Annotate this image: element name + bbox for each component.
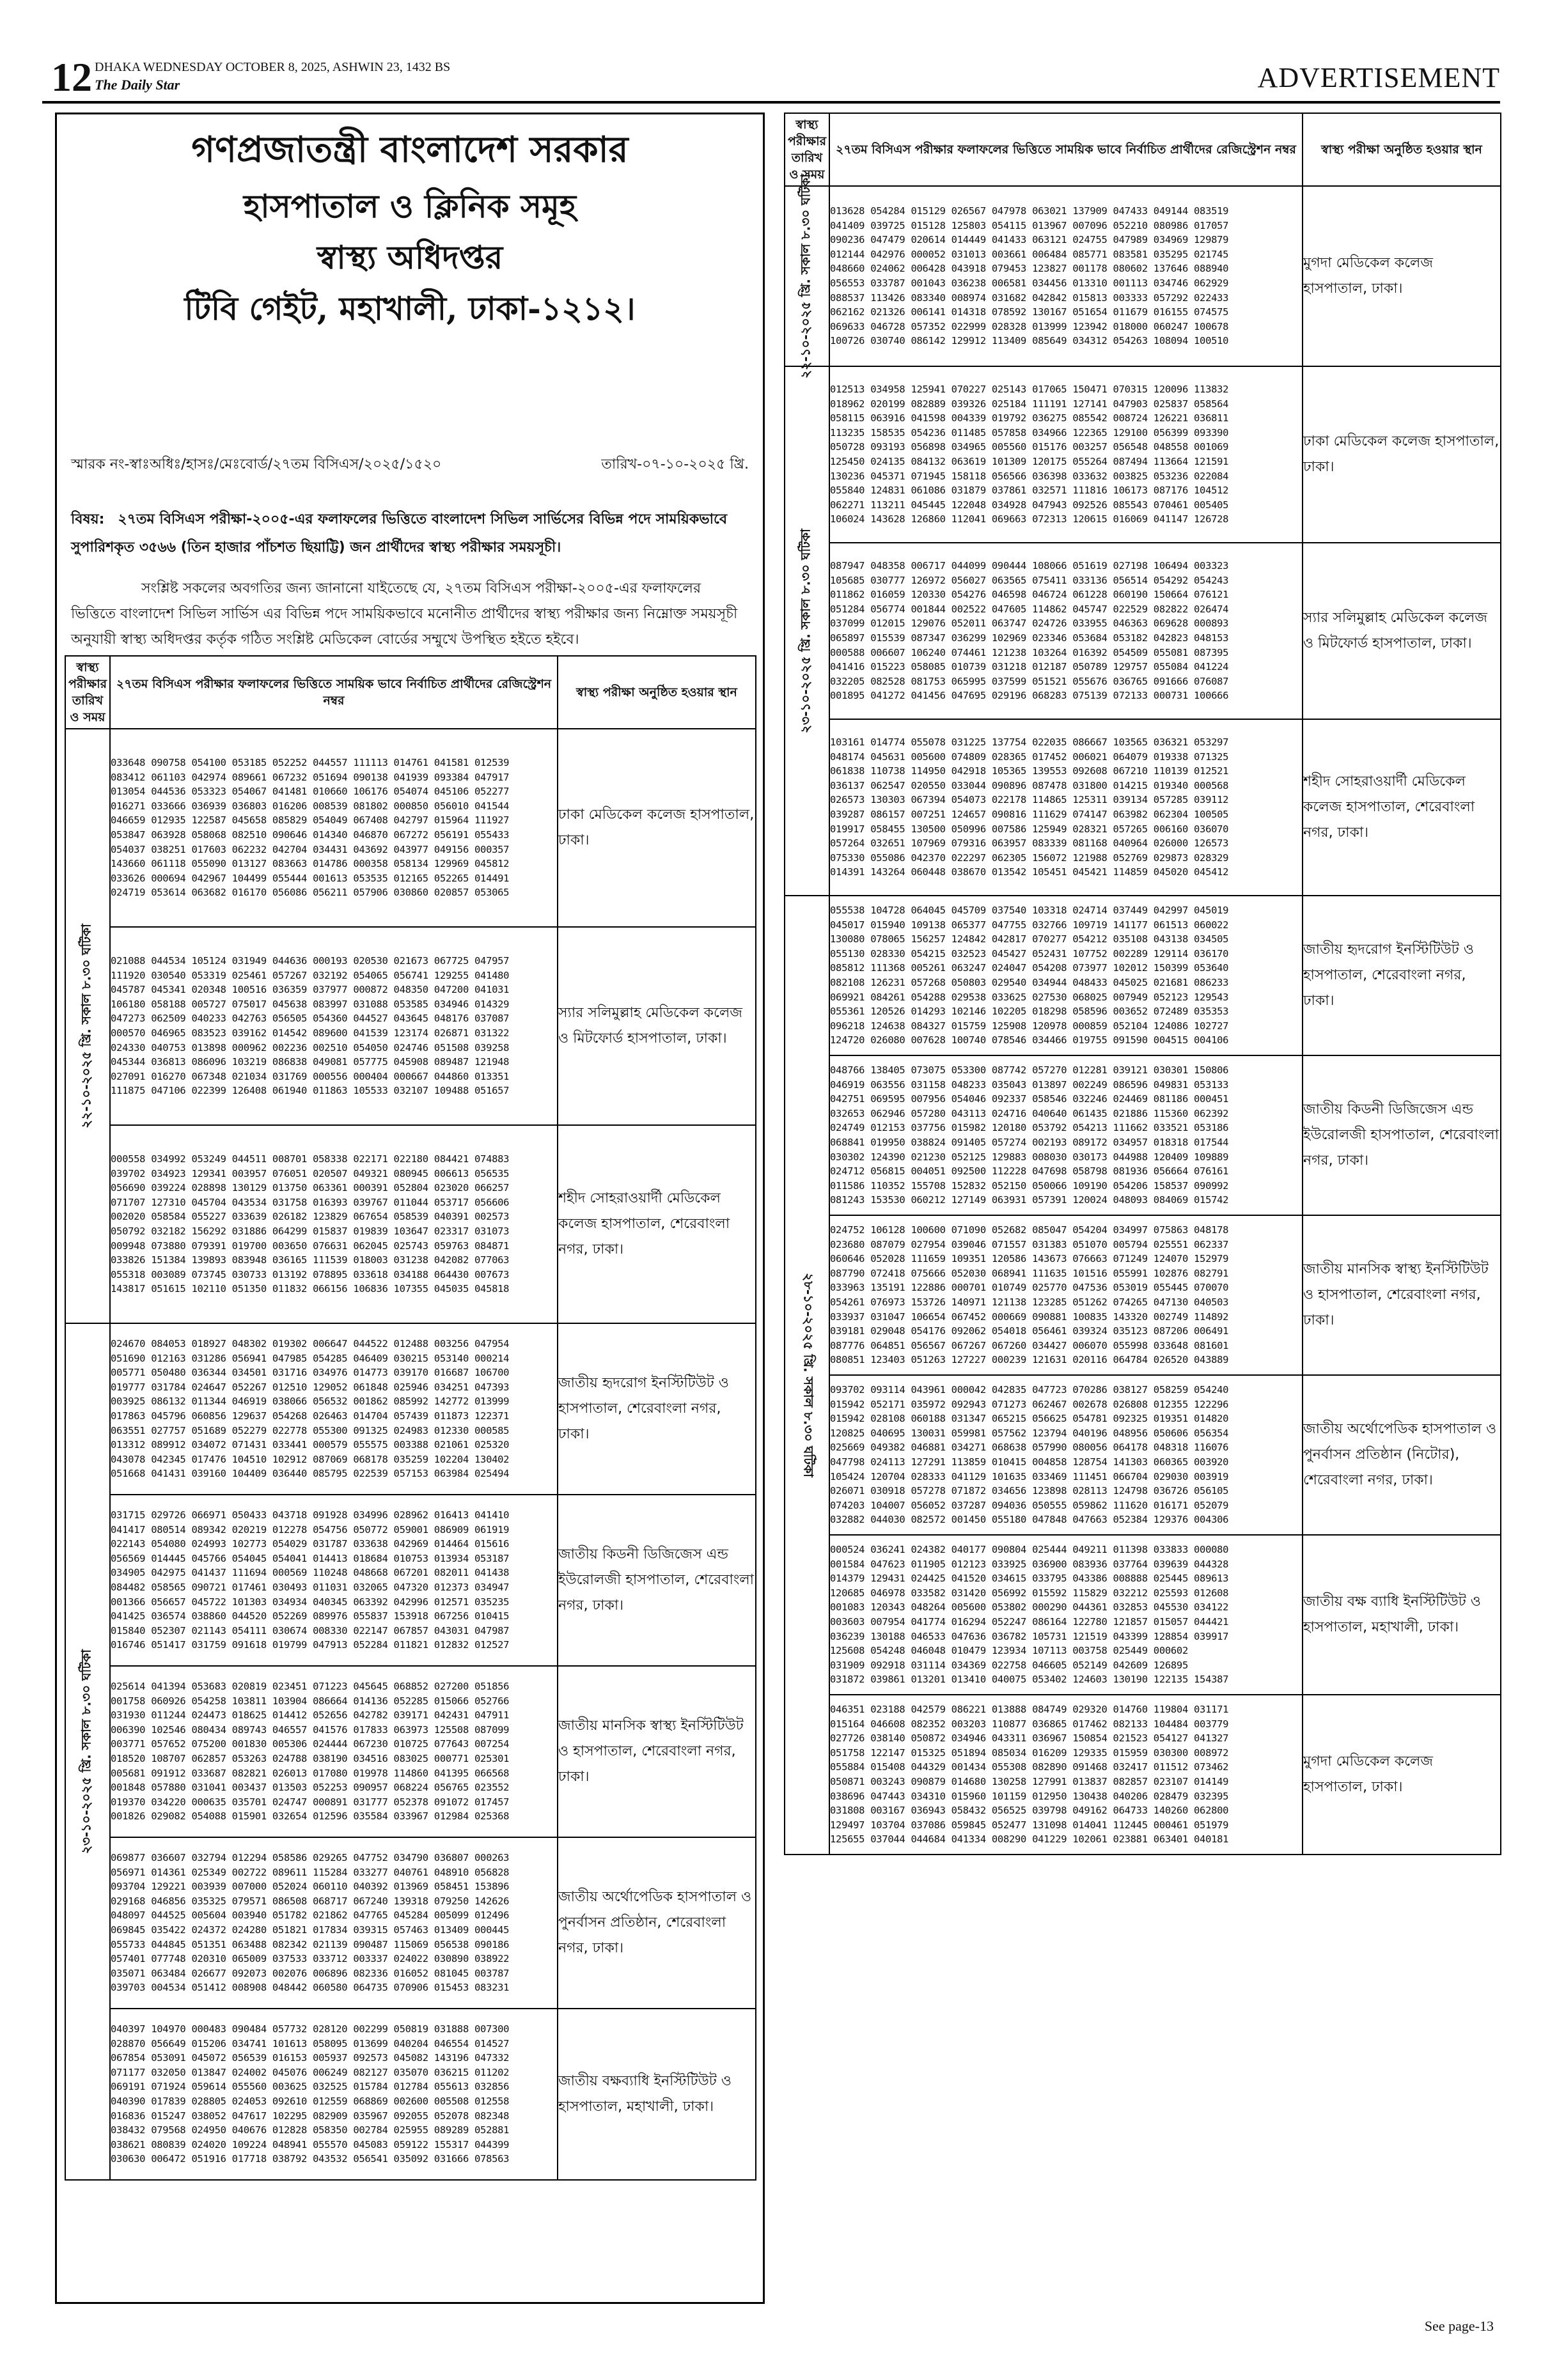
subject-text: ২৭তম বিসিএস পরীক্ষা-২০০৫-এর ফলাফলের ভিত্তিতে বাংলাদেশ সিভিল সার্ভিসের বিভিন্ন পদে সাময়িকভাবে সুপারিশকৃত ৩৫৬৬ (তিন হাজার পাঁচশত ছিয়াট্টি) জন প্রার্থীদের স্বাস্থ্য পরীক্ষার সময়সূচী। xyxy=(71,511,728,556)
date-cell xyxy=(65,1323,110,2180)
schedule-table-left xyxy=(65,655,756,2181)
venue-name: শহীদ সোহরাওয়ার্দী মেডিকেল কলেজ হাসপাতাল, শেরেবাংলা নগর, ঢাকা। xyxy=(1303,719,1501,896)
schedule-table-right xyxy=(784,113,1501,1855)
memo-row xyxy=(71,453,749,477)
date-cell xyxy=(65,729,110,1323)
venue-name: জাতীয় অর্থোপেডিক হাসপাতাল ও পুনর্বাসন প্রতিষ্ঠান (নিটোর), শেরেবাংলা নগর, ঢাকা। xyxy=(1303,1375,1501,1535)
registration-numbers: 000524 036241 024382 040177 090804 025444 049211 011398 033833 000080 001584 047623 011905 012123 033925 036900 083936 037764 039639 044328 014379 129431 024425 041520 034615 033795 043386 008888 025445 089613 120685 046978 033582 031420 056992 015592 115829 032212 025593 012608 001083 120343 048264 005600 053802 000290 044361 032853 045530 034122 003603 007954 041774 016294 052247 086164 122780 121857 015057 044421 036239 130188 046533 047636 036782 105731 121519 043399 128854 039917 125608 054248 046048 010479 123934 107113 003758 025449 000602 031909 092918 031114 034369 022758 046605 052149 042609 126895 031872 039861 013201 013410 040075 053402 124603 130190 122135 154387 xyxy=(829,1535,1303,1695)
table-row xyxy=(785,1375,1501,1535)
table-row xyxy=(65,1495,756,1666)
registration-numbers: 033648 090758 054100 053185 052252 044557 111113 014761 041581 012539 083412 061103 042974 089661 067232 051694 090138 041939 093384 047917 013054 044536 053323 054067 041481 010660 106176 054074 045106 052277 016271 033666 036939 036803 016206 008539 081802 000850 056010 041544 046659 012935 122587 045658 085829 054049 067408 042797 015964 111927 053847 063928 058068 082510 090646 014340 046870 067272 056191 055433 054037 038251 017603 062232 042704 034431 043692 043977 049156 000357 143660 061118 055090 013127 083663 014786 000358 058134 129969 045812 033626 000694 042967 104499 055444 001613 053535 012165 052265 014491 024719 053614 063682 016170 056086 056211 057906 030860 020857 053065 xyxy=(110,729,558,927)
table-header-row xyxy=(65,656,756,729)
venue-name: জাতীয় হৃদরোগ ইনস্টিটিউট ও হাসপাতাল, শেরেবাংলা নগর, ঢাকা। xyxy=(1303,896,1501,1055)
table-row xyxy=(785,1695,1501,1855)
masthead xyxy=(42,54,1500,100)
table-row xyxy=(65,729,756,927)
registration-numbers: 024670 084053 018927 048302 019302 006647 044522 012488 003256 047954 051690 012163 031286 056941 047985 054285 046409 030215 053140 000214 005771 050480 036344 034501 031716 034976 014773 039170 016687 106700 019777 031784 024647 052267 012510 129052 061848 025946 034251 047393 003925 086132 011344 046919 038066 056532 001862 085992 142772 013999 017863 045796 060856 129637 054268 026463 014704 057439 011873 122371 063551 027757 051689 052279 022778 055300 091325 024983 012330 000585 013312 089912 034072 071431 033441 000579 055575 003388 021061 025320 043078 042345 017476 104510 102912 087069 068178 035259 102204 130402 051668 041431 039160 104409 036440 085795 022539 057153 063984 025494 xyxy=(110,1323,558,1495)
table-row xyxy=(65,1125,756,1323)
venue-name: মুগদা মেডিকেল কলেজ হাসপাতাল, ঢাকা। xyxy=(1303,1695,1501,1855)
registration-numbers: 055538 104728 064045 045709 037540 103318 024714 037449 042997 045019 045017 015940 109138 065377 047755 032766 109719 141177 061513 060022 130080 078065 156257 124842 042817 070277 054212 035108 043138 034505 055130 028330 054215 032523 045427 052431 107752 002289 129114 036170 085812 111368 005261 063247 024047 054208 073977 102012 150399 053640 082108 126231 057268 050803 029540 034944 048433 045025 021681 086233 069921 084261 054288 029538 033625 027530 068025 007949 052123 129543 055361 120526 014293 102146 102205 018298 058596 003652 072489 035353 096218 124638 084327 015759 125908 120978 000859 052104 124086 102727 124720 026080 007628 100740 078546 034466 019755 091590 004515 004106 xyxy=(829,896,1303,1055)
date-cell xyxy=(785,366,829,896)
registration-numbers: 000558 034992 053249 044511 008701 058338 022171 022180 084421 074883 039702 034923 129341 003957 076051 020507 049321 080945 006613 056535 056690 039224 028898 130129 013750 063361 000391 052804 023020 066257 071707 127310 045704 043534 031758 016393 039767 011044 053717 056606 002020 058584 055227 033639 026182 123829 067654 058539 040391 002573 050792 032182 156292 031886 064299 015837 019839 103647 023317 031073 009948 073880 079391 019700 003650 076631 062045 025743 059763 084871 033826 151384 139893 083948 036165 111539 018003 031238 042082 077063 055318 003089 073745 030733 013192 078895 033618 034188 064430 007673 143817 051615 102110 051350 011832 066156 106836 107355 045035 045818 xyxy=(110,1125,558,1323)
page-number: 12 xyxy=(51,54,92,100)
masthead-rule xyxy=(42,101,1500,104)
table-row xyxy=(785,1535,1501,1695)
table-row xyxy=(785,1215,1501,1375)
table-row xyxy=(785,366,1501,543)
venue-name: জাতীয় কিডনী ডিজিজেস এন্ড ইউরোলজী হাসপাতাল, শেরেবাংলা নগর, ঢাকা। xyxy=(1303,1055,1501,1215)
dateline: DHAKA WEDNESDAY OCTOBER 8, 2025, ASHWIN 23, 1432 BS xyxy=(95,60,451,74)
notice-heading xyxy=(57,114,763,334)
table-row xyxy=(785,543,1501,719)
exam-date: ২৩-১০-২০২৫ খ্রি. সকাল ৮.৩০ ঘটিকা xyxy=(797,529,813,733)
header-reg-numbers: ২৭তম বিসিএস পরীক্ষার ফলাফলের ভিত্তিতে সাময়িক ভাবে নির্বাচিত প্রার্থীদের রেজিস্ট্রেশন নম্বর xyxy=(110,656,558,729)
registration-numbers: 024752 106128 100600 071090 052682 085047 054204 034997 075863 048178 023680 087079 027954 039046 071557 031383 051070 005794 025551 062337 060646 052028 111659 109351 120586 143673 076663 071249 124070 152979 087790 072418 075666 052030 068941 111635 101516 055991 102876 082791 033963 135191 122886 000701 010749 025770 047536 053019 055445 070070 054261 076973 153726 140971 121138 123285 051262 074265 047130 040503 033937 031047 106654 067452 000669 090881 100835 143320 002749 114892 039181 029048 054176 092062 054018 056461 039324 035123 087206 006491 087776 064851 056567 067267 067260 034427 006070 055998 033648 081601 080851 123403 051263 127227 000239 121631 020116 064784 026520 043889 xyxy=(829,1215,1303,1375)
table-row xyxy=(65,1837,756,2009)
venue-name: মুগদা মেডিকেল কলেজ হাসপাতাল, ঢাকা। xyxy=(1303,186,1501,366)
exam-date: ২২-১০-২০২৫ খ্রি. সকাল ৮.৩০ ঘটিকা xyxy=(78,924,94,1128)
header-date-time: স্বাস্থ্য পরীক্ষার তারিখ ও সময় xyxy=(785,113,829,186)
table-header-row xyxy=(785,113,1501,186)
notice-left-column xyxy=(55,113,765,2304)
subject xyxy=(71,506,749,562)
venue-name: স্যার সলিমুল্লাহ মেডিকেল কলেজ ও মিটফোর্ড হাসপাতাল, ঢাকা। xyxy=(1303,543,1501,719)
memo-number: স্মারক নং-স্বাঃঅধিঃ/হাসঃ/মেঃবোর্ড/২৭তম বিসিএস/২০২৫/১৫২০ xyxy=(71,456,442,472)
venue-name: জাতীয় কিডনী ডিজিজেস এন্ড ইউরোলজী হাসপাতাল, শেরেবাংলা নগর, ঢাকা। xyxy=(558,1495,756,1666)
dept-title: হাসপাতাল ও ক্লিনিক সমূহ xyxy=(243,187,577,225)
table-row xyxy=(785,896,1501,1055)
registration-numbers: 069877 036607 032794 012294 058586 029265 047752 034790 036807 000263 056971 014361 025349 002722 089611 115284 033277 040761 048910 056828 093704 129221 003939 007000 052024 060110 040392 013969 058451 153896 029168 046856 035325 079571 086508 068717 067240 139318 079250 142626 048097 044525 005604 003940 051782 021862 047765 045284 005099 012496 069845 035422 024372 024280 051821 017834 039315 057463 013409 000445 055733 044845 051351 063488 082342 021139 090487 115069 056538 090186 057401 077748 020310 065009 037533 033712 003337 024022 030890 038922 035071 063484 026677 092073 002076 006896 082336 016052 081045 003787 039703 004534 051412 008908 048442 060580 064735 070906 015453 083231 xyxy=(110,1837,558,2009)
header-reg-numbers: ২৭তম বিসিএস পরীক্ষার ফলাফলের ভিত্তিতে সাময়িক ভাবে নির্বাচিত প্রার্থীদের রেজিস্ট্রেশন নম্বর xyxy=(829,113,1303,186)
memo-date: তারিখ-০৭-১০-২০২৫ খ্রি. xyxy=(601,456,749,472)
venue-name: জাতীয় বক্ষব্যাধি ইনস্টিটিউট ও হাসপাতাল, মহাখালী, ঢাকা। xyxy=(558,2009,756,2180)
table-row xyxy=(785,1055,1501,1215)
exam-date: ২২-১০-২০২৫ খ্রি. সকাল ৮.৩০ ঘটিকা xyxy=(797,174,813,378)
subject-label: বিষয়: xyxy=(71,511,105,527)
date-cell xyxy=(785,174,829,378)
venue-name: জাতীয় বক্ষ ব্যাধি ইনস্টিটিউট ও হাসপাতাল, মহাখালী, ঢাকা। xyxy=(1303,1535,1501,1695)
venue-name: জাতীয় অর্থোপেডিক হাসপাতাল ও পুনর্বাসন প্রতিষ্ঠান, শেরেবাংলা নগর, ঢাকা। xyxy=(558,1837,756,2009)
table-row xyxy=(65,1666,756,1837)
header-date-time: স্বাস্থ্য পরীক্ষার তারিখ ও সময় xyxy=(65,656,110,729)
registration-numbers: 046351 023188 042579 086221 013888 084749 029320 014760 119804 031171 015164 046608 082352 003203 110877 036865 017462 082133 104484 003779 027726 038140 050872 034946 043311 036967 150854 021523 054127 041327 051758 122147 015325 051894 085034 016209 129335 015959 030300 008972 055884 015408 044329 001434 055308 082890 091468 032417 011512 073462 050871 003243 090879 014680 130258 127991 013837 082857 023107 014149 038696 047443 034310 015960 101159 012950 130438 040206 028479 032395 031808 003167 036943 058432 056525 039798 049162 064733 140260 062800 129497 103704 037086 059845 052477 131098 014041 112445 000461 051979 125655 037044 044684 041334 008290 041229 102061 023881 063401 040181 xyxy=(829,1695,1303,1855)
registration-numbers: 031715 029726 066971 050433 043718 091928 034996 028962 016413 041410 041417 080514 089342 020219 012278 054756 050772 059001 086909 061919 022143 054080 024993 102773 054029 031787 033638 042969 014464 015616 056569 014445 045766 054045 054041 014413 018684 010753 013934 053187 034905 042975 041437 111694 000569 110248 048668 067201 082011 041438 084482 058565 090721 017461 030493 011031 032065 047320 012373 034947 001366 056657 045722 101303 034934 040345 063392 042996 012571 035235 041425 036574 038860 044520 052269 089976 055837 153918 067256 010415 015840 052307 021143 054111 030674 008330 022147 067857 043031 047987 016746 051417 031759 091618 019799 047913 052284 011821 012832 012527 xyxy=(110,1495,558,1666)
table-row xyxy=(65,1323,756,1495)
table-row xyxy=(65,927,756,1125)
registration-numbers: 025614 041394 053683 020819 023451 071223 045645 068852 027200 051856 001758 060926 054258 103811 103904 086664 014136 052285 015066 052766 031930 011244 024473 018625 014412 052656 042782 039171 042431 047911 006390 102546 080434 089743 046557 041576 017833 063973 125508 087099 003771 057652 075200 001830 005306 024444 067230 010725 077643 007254 018520 108707 062857 053263 024788 038190 034516 083025 000771 025301 005681 091912 033687 082821 026013 017080 019978 114860 041395 066568 001848 057880 031041 003437 013503 052253 090957 068224 056765 023552 019370 034220 000635 035701 024747 000891 031777 052378 091072 017457 001826 029082 054088 015901 032654 012596 035584 033967 012984 025368 xyxy=(110,1666,558,1837)
intro-paragraph: সংশ্লিষ্ট সকলের অবগতির জন্য জানানো যাইতেছে যে, ২৭তম বিসিএস পরীক্ষা-২০০৫-এর ফলাফলের ভিত্তিতে বাংলাদেশ সিভিল সার্ভিস এর বিভিন্ন পদে সাময়িকভাবে মনোনীত প্রার্থীদের স্বাস্থ্য পরীক্ষার জন্য নিম্নোক্ত সময়সূচী অনুযায়ী স্বাস্থ্য অধিদপ্তর কর্তৃক গঠিত সংশ্লিষ্ট মেডিকেল বোর্ডের সম্মুখে উপস্থিত হইতে হইবে। xyxy=(71,580,738,648)
notice-right-column xyxy=(784,113,1500,2304)
venue-name: শহীদ সোহরাওয়ার্দী মেডিকেল কলেজ হাসপাতাল, শেরেবাংলা নগর, ঢাকা। xyxy=(558,1125,756,1323)
table-row xyxy=(785,186,1501,366)
venue-name: জাতীয় মানসিক স্বাস্থ্য ইনস্টিটিউট ও হাসপাতাল, শেরেবাংলা নগর, ঢাকা। xyxy=(558,1666,756,1837)
registration-numbers: 040397 104970 000483 090484 057732 028120 002299 050819 031888 007300 028870 056649 015206 034741 101613 058095 013699 040204 046554 014527 067854 053091 045072 056539 016153 005937 092573 045082 143196 047332 071177 032050 013847 024002 045076 006249 082127 035070 036215 011202 069191 071924 059614 055560 003625 032525 015784 012784 055613 032856 040390 017839 028805 024053 092610 012559 068869 002600 005508 012558 016836 015247 038052 047617 102295 082909 035967 092055 052078 082348 038432 079568 024950 040676 012828 058350 002784 025955 089289 052881 038621 080839 024020 109224 048941 055570 045083 059122 155317 044399 030630 006472 051916 017718 038792 043532 056541 035092 031666 078563 xyxy=(110,2009,558,2180)
registration-numbers: 103161 014774 055078 031225 137754 022035 086667 103565 036321 053297 048174 045631 005600 074809 028365 017452 006021 064079 019338 071325 061838 110738 114950 042918 105365 139553 092608 067210 110139 012521 036137 062547 020550 033044 090896 087478 031800 014215 019340 000568 026573 130303 067394 054073 022178 114865 125311 039134 057285 039112 039287 086157 007251 124657 090816 111629 074147 063982 062304 100505 019917 058455 130500 050996 007586 125949 028321 057265 006160 036070 057264 032651 107969 079316 063957 083339 081168 040964 026000 126573 075330 055086 042370 022297 062305 156072 121988 052769 029873 028329 014391 143264 060448 038670 013542 105451 045421 114859 045020 045412 xyxy=(829,719,1303,896)
govt-title: গণপ্রজাতন্ত্রী বাংলাদেশ সরকার xyxy=(191,128,629,171)
address-title: টিবি গেইট, মহাখালী, ঢাকা-১২১২। xyxy=(184,290,636,327)
exam-date: ২৩-১০-২০২৫ খ্রি. সকাল ৮.৩০ ঘটিকা xyxy=(78,1649,94,1854)
registration-numbers: 087947 048358 006717 044099 090444 108066 051619 027198 106494 003323 105685 030777 126972 056027 063565 075411 033136 056514 054292 054243 011862 016059 120330 054276 046598 046724 061228 060190 150664 076121 051284 056774 001844 002522 047605 114862 045747 022529 082822 026474 037099 012015 129076 052011 063747 024726 033955 046363 069628 000893 065897 015539 087347 036299 102969 023346 053684 053182 042823 048153 000588 006607 106240 074461 121238 103264 016392 054509 055081 087395 041416 015223 058085 010739 031218 012187 050789 129757 055084 041224 032205 082528 081753 065995 037599 051521 055676 036765 091666 076087 001895 041272 041456 047695 029196 068283 075139 072133 000731 100666 xyxy=(829,543,1303,719)
registration-numbers: 093702 093114 043961 000042 042835 047723 070286 038127 058259 054240 015942 052171 035972 092943 071273 062467 002678 026808 012355 122296 015942 028108 060188 031347 065215 056625 054781 092325 019351 014820 120825 040695 130031 059981 057562 123794 040196 048956 050606 056354 025669 049382 046881 034271 068638 057990 080056 064178 048318 116076 047798 024113 127291 113859 010415 004858 128754 141303 060365 003920 105424 120704 028333 041129 101635 033469 111451 066704 029030 003919 026071 030918 057278 071872 034656 123898 028113 124798 036726 056105 074203 104007 056052 037287 094036 050555 059862 111620 016171 052079 032882 044030 082572 001450 055180 047848 047663 052384 129376 004306 xyxy=(829,1375,1303,1535)
directorate-title: স্বাস্থ্য অধিদপ্তর xyxy=(317,238,503,276)
registration-numbers: 048766 138405 073075 053300 087742 057270 012281 039121 030301 150806 046919 063556 031158 048233 035043 013897 002249 086596 049831 053133 042751 069595 007956 054046 092337 058546 032246 024469 081186 000451 032653 062946 057280 043113 024716 040640 061435 021886 115360 062392 024749 012153 037756 015982 120180 053792 054213 111662 033521 053186 068841 019950 038824 091405 057274 002193 089172 034957 018318 017544 030302 124390 021230 052125 129883 008030 030173 044988 120409 109889 024712 056815 004051 092500 112228 047698 058798 081936 056664 076161 011586 110352 155708 152832 052150 050066 109190 054206 158537 090992 081243 153530 060212 127149 063931 057391 120024 048093 084069 015742 xyxy=(829,1055,1303,1215)
venue-name: ঢাকা মেডিকেল কলেজ হাসপাতাল, ঢাকা। xyxy=(558,729,756,927)
venue-name: জাতীয় মানসিক স্বাস্থ্য ইনস্টিটিউট ও হাসপাতাল, শেরেবাংলা নগর, ঢাকা। xyxy=(1303,1215,1501,1375)
registration-numbers: 021088 044534 105124 031949 044636 000193 020530 021673 067725 047957 111920 030540 053319 025461 057267 032192 054065 056741 129255 041480 045787 045341 020348 100516 036359 037977 000872 048350 047200 041031 106180 058188 005727 075017 045638 083997 031088 053585 034946 014329 047273 062509 040233 042763 056505 054360 044527 043645 048176 037087 000570 046965 083523 039162 014542 089600 041539 123174 026871 031322 024330 040753 013898 000962 002236 002510 054050 024746 051508 039258 045344 036813 086096 103219 086838 049081 057775 045908 089487 121948 027091 016270 067348 021034 031769 000556 000404 000667 044860 013351 111875 047106 022399 126408 061940 011863 105533 032107 109488 051657 xyxy=(110,927,558,1125)
registration-numbers: 013628 054284 015129 026567 047978 063021 137909 047433 049144 083519 041409 039725 015128 125803 054115 013967 007096 052210 080986 017057 090236 047479 020614 014449 041433 063121 024755 047989 034969 129879 012144 042976 000052 031013 003661 006484 085771 083581 035295 021745 048660 024062 006428 043918 079453 123827 001178 080602 137646 088940 056553 033787 001043 036238 006581 034456 013310 001113 034746 062929 088537 113426 083340 008974 031682 042842 015813 003333 057292 022433 062162 021326 006141 014318 078592 130167 051654 011679 016155 074575 069633 046728 057352 022999 028328 013999 123942 018000 060247 100678 100726 030740 086142 129912 113409 085649 034312 054263 108094 100510 xyxy=(829,186,1303,366)
date-cell xyxy=(785,896,829,1855)
exam-date: ২৮-১০-২০২৫ খ্রি. সকাল ৮.৩০ ঘটিকা xyxy=(801,1273,817,1477)
venue-name: ঢাকা মেডিকেল কলেজ হাসপাতাল, ঢাকা। xyxy=(1303,366,1501,543)
section-title: ADVERTISEMENT xyxy=(1257,62,1500,93)
venue-name: জাতীয় হৃদরোগ ইনস্টিটিউট ও হাসপাতাল, শেরেবাংলা নগর, ঢাকা। xyxy=(558,1323,756,1495)
table-row xyxy=(65,2009,756,2180)
header-venue: স্বাস্থ্য পরীক্ষা অনুষ্ঠিত হওয়ার স্থান xyxy=(558,656,756,729)
see-page-note: See page-13 xyxy=(1424,2318,1494,2334)
table-row xyxy=(785,719,1501,896)
registration-numbers: 012513 034958 125941 070227 025143 017065 150471 070315 120096 113832 018962 020199 082889 039326 025184 111191 127141 047903 025837 058564 058115 063916 041598 004339 019792 036275 085542 008724 126221 036811 113235 158535 054236 011485 057858 034966 122365 129100 056399 093390 050728 093193 056898 034965 005560 015176 003257 056548 048558 001069 125450 024135 084132 063619 101309 120175 055264 087494 113664 121591 130236 045371 071945 158118 056566 036398 033632 003825 053236 022084 055840 124831 061086 031879 037861 032571 111816 106173 087176 104512 062271 113211 045445 122048 034928 047943 092526 085543 070461 005405 106024 143628 126860 112041 069663 072313 120615 016069 041147 126728 xyxy=(829,366,1303,543)
venue-name: স্যার সলিমুল্লাহ মেডিকেল কলেজ ও মিটফোর্ড হাসপাতাল, ঢাকা। xyxy=(558,927,756,1125)
paper-logo: The Daily Star xyxy=(95,77,180,93)
header-venue: স্বাস্থ্য পরীক্ষা অনুষ্ঠিত হওয়ার স্থান xyxy=(1303,113,1501,186)
